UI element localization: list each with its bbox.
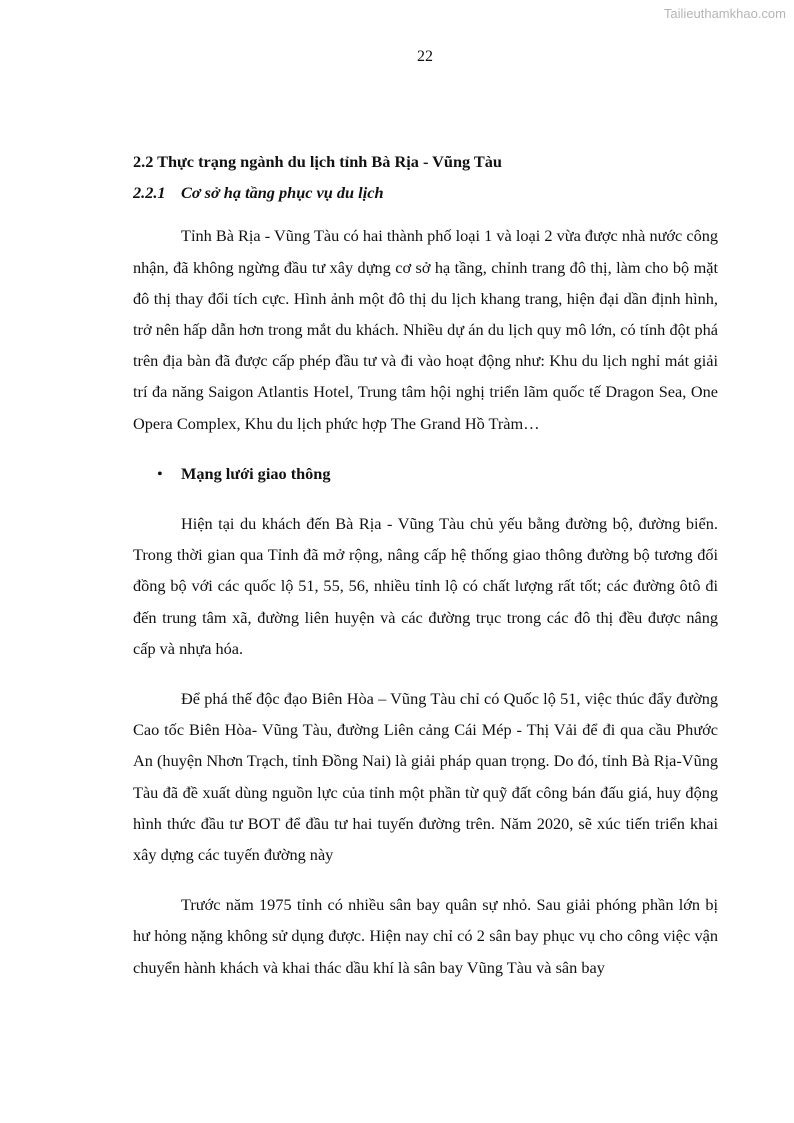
section-heading: 2.2 Thực trạng ngành du lịch tỉnh Bà Rịa - Vũng Tàu — [133, 152, 502, 171]
document-body — [133, 146, 718, 983]
bullet-heading: Mạng lưới giao thông — [181, 463, 331, 483]
watermark: Tailieuthamkhao.com — [663, 6, 786, 21]
subsection-number: 2.2.1 — [133, 183, 166, 203]
page-number: 22 — [417, 48, 433, 65]
paragraph-transport-3: Trước năm 1975 tỉnh có nhiều sân bay quân sự nhỏ. Sau giải phóng phần lớn bị hư hỏng nặng không sử dụng được. Hiện nay chỉ có 2 sân bay phục vụ cho công việc vận chuyển hành khách và khai thác dầu khí là sân bay Vũng Tàu và sân bay — [133, 895, 718, 977]
subsection-heading — [133, 177, 718, 208]
subsection-title: Cơ sở hạ tầng phục vụ du lịch — [181, 183, 384, 203]
bullet-item-transport — [133, 458, 718, 489]
paragraph-transport-1: Hiện tại du khách đến Bà Rịa - Vũng Tàu chủ yếu bằng đường bộ, đường biển. Trong thời gian qua Tỉnh đã mở rộng, nâng cấp hệ thống giao thông đường bộ tương đối đồng bộ với các quốc lộ 51, 55, 56, nhiều tỉnh lộ có chất lượng rất tốt; các đường ôtô đi đến trung tâm xã, đường liên huyện và các đường trục trong các đô thị đều được nâng cấp và nhựa hóa. — [133, 514, 718, 658]
paragraph-intro: Tỉnh Bà Rịa - Vũng Tàu có hai thành phố loại 1 và loại 2 vừa được nhà nước công nhận, đã không ngừng đầu tư xây dựng cơ sở hạ tầng, chỉnh trang đô thị, làm cho bộ mặt đô thị thay đổi tích cực. Hình ảnh một đô thị du lịch khang trang, hiện đại dần định hình, trở nên hấp dẫn hơn trong mắt du khách. Nhiều dự án du lịch quy mô lớn, có tính đột phá trên địa bàn đã được cấp phép đầu tư và đi vào hoạt động như: Khu du lịch nghỉ mát giải trí đa năng Saigon Atlantis Hotel, Trung tâm hội nghị triển lãm quốc tế Dragon Sea, One Opera Complex, Khu du lịch phức hợp The Grand Hồ Tràm… — [133, 226, 718, 433]
bullet-icon: • — [157, 463, 163, 483]
paragraph-transport-2: Để phá thế độc đạo Biên Hòa – Vũng Tàu chỉ có Quốc lộ 51, việc thúc đẩy đường Cao tốc Biên Hòa- Vũng Tàu, đường Liên cảng Cái Mép - Thị Vải để đi qua cầu Phước An (huyện Nhơn Trạch, tỉnh Đồng Nai) là giải pháp quan trọng. Do đó, tỉnh Bà Rịa-Vũng Tàu đã đề xuất dùng nguồn lực của tỉnh một phần từ quỹ đất công bán đấu giá, huy động hình thức đầu tư BOT để đầu tư hai tuyến đường trên. Năm 2020, sẽ xúc tiến triển khai xây dựng các tuyến đường này — [133, 689, 718, 865]
